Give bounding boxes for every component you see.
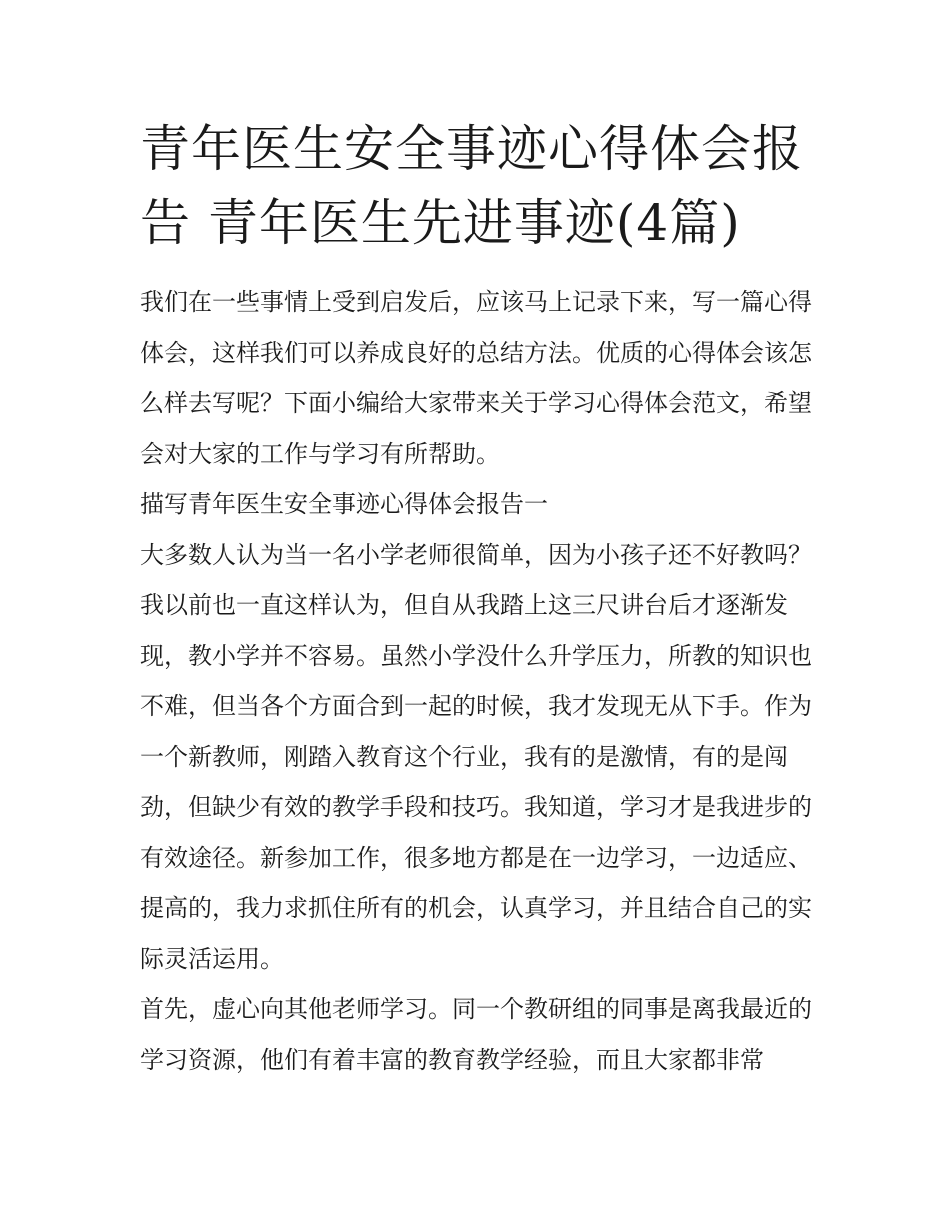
- paragraph-body-1: 大多数人认为当一名小学老师很简单，因为小孩子还不好教吗？我以前也一直这样认为，但自从我踏上这三尺讲台后才逐渐发现，教小学并不容易。虽然小学没什么升学压力，所教的知识也不难，但当各个方面合到一起的时候，我才发现无从下手。作为一个新教师，刚踏入教育这个行业，我有的是激情，有的是闯劲，但缺少有效的教学手段和技巧。我知道，学习才是我进步的有效途径。新参加工作，很多地方都是在一边学习，一边适应、提高的，我力求抓住所有的机会，认真学习，并且结合自己的实际灵活运用。: [140, 540, 812, 973]
- paragraph-intro: 我们在一些事情上受到启发后，应该马上记录下来，写一篇心得体会，这样我们可以养成良好的总结方法。优质的心得体会该怎么样去写呢？下面小编给大家带来关于学习心得体会范文，希望会对大家的工作与学习有所帮助。: [140, 288, 812, 468]
- document-body: [140, 277, 830, 1085]
- paragraph-body-2: 首先，虚心向其他老师学习。同一个教研组的同事是离我最近的学习资源，他们有着丰富的教育教学经验，而且大家都非常: [140, 995, 812, 1074]
- section-heading: 描写青年医生安全事迹心得体会报告一: [140, 490, 548, 518]
- document-title: 青年医生安全事迹心得体会报告 青年医生先进事迹(4篇): [140, 120, 803, 252]
